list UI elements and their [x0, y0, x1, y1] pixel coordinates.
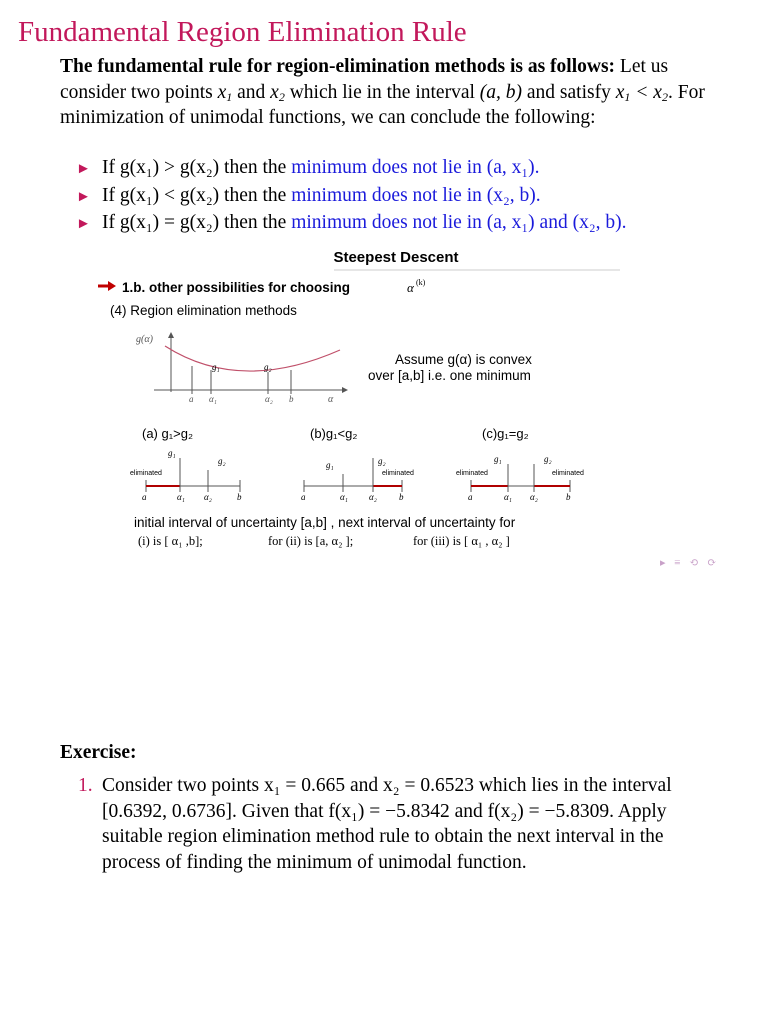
slide-title: Fundamental Region Elimination Rule	[18, 16, 467, 48]
alpha-k-superscript: (k)	[416, 278, 426, 287]
case-c-diagram	[456, 454, 584, 502]
axis-a: a	[189, 394, 194, 404]
x1-var: $x_1$	[217, 81, 233, 104]
axis-alpha2: α₂	[530, 492, 538, 502]
eliminated-label: eliminated	[130, 470, 162, 477]
axis-b: b	[399, 492, 404, 502]
axis-a: a	[301, 492, 306, 502]
case-a-label: (a) g₁>g₂	[142, 426, 193, 441]
inequality: $x_1 < x_2$	[615, 81, 668, 104]
axis-a: a	[142, 492, 147, 502]
intro-text-4: and satisfy	[522, 81, 616, 103]
exercise-heading: Exercise:	[60, 742, 137, 763]
case-c-label: (c)g₁=g₂	[482, 426, 529, 441]
rule-item	[76, 155, 627, 183]
triangle-bullet-icon: ►	[76, 216, 91, 232]
intro-paragraph	[60, 54, 710, 131]
g1-label: g₁	[212, 362, 220, 372]
intro-text-5: . For minimization of unimodal functions, we can conclude the following:	[60, 81, 705, 128]
triangle-bullet-icon: ►	[76, 188, 91, 205]
rule-result: minimum does not lie in (a, x₁).	[291, 157, 540, 178]
rule-result: minimum does not lie in (a, x₁) and (x₂, b).	[291, 212, 627, 233]
rules-list	[76, 155, 627, 238]
rule-condition: If g(x₁) > g(x₂) then the	[102, 157, 292, 178]
g2-label: g₂	[218, 456, 226, 466]
case-b-label: (b)g₁<g₂	[310, 426, 358, 441]
axis-alpha1: α₁	[177, 492, 185, 502]
axis-alpha1: α₁	[504, 492, 512, 502]
g2-label: g₂	[544, 454, 552, 464]
axis-alpha1: α₁	[209, 394, 217, 404]
axis-alpha: α	[328, 394, 334, 405]
exercise-text: Consider two points x₁ = 0.665 and x₂ = 0.6523 which lies in the interval [0.6392, 0.6736]. Given that f(x₁) = −5.8342 and f(x₂) = −5.8309. Apply suitable region elimination method rule to obtain the next interval in the process of finding the minimum of unimodal function.	[102, 775, 672, 873]
figure-subhead: 1.b. other possibilities for choosing	[122, 280, 351, 295]
intro-text-3: which lie in the interval	[284, 81, 480, 103]
convex-curve	[165, 346, 340, 371]
exercise-number: 1.	[78, 775, 93, 796]
rule-item	[76, 210, 627, 238]
eliminated-label: eliminated	[552, 470, 584, 477]
axis-b: b	[237, 492, 242, 502]
assume-line-2: over [a,b] i.e. one minimum	[368, 368, 531, 383]
rule-result: minimum does not lie in (x₂, b).	[291, 184, 541, 206]
rule-item	[76, 183, 627, 211]
axis-alpha1: α₁	[340, 492, 348, 502]
axis-alpha2: α₂	[204, 492, 212, 502]
axis-b: b	[566, 492, 571, 502]
method-label: (4) Region elimination methods	[110, 303, 297, 318]
axis-alpha2: α₂	[369, 492, 377, 502]
case-b-diagram	[301, 456, 414, 502]
g2-label: g₂	[378, 456, 386, 466]
case-a-diagram	[130, 448, 242, 502]
eliminated-label: eliminated	[456, 470, 488, 477]
triangle-bullet-icon: ►	[76, 161, 91, 177]
rule-condition: If g(x₁) < g(x₂) then the	[102, 184, 292, 206]
intro-text-1: Let us consider two points	[60, 56, 669, 103]
region-elimination-figure	[90, 242, 620, 557]
red-arrow-icon	[98, 281, 116, 291]
assume-line-1: Assume g(α) is convex	[395, 352, 532, 367]
figure-caption-2a: (i) is [ α₁ ,b];	[138, 534, 203, 548]
figure-caption-2b: for (ii) is [a, α₂ ];	[268, 534, 354, 548]
g1-label: g₁	[326, 460, 334, 470]
rule-condition: If g(x₁) = g(x₂) then the	[102, 212, 292, 233]
eliminated-label: eliminated	[382, 470, 414, 477]
y-axis-label: g(α)	[136, 334, 153, 345]
axis-a: a	[468, 492, 473, 502]
beamer-nav-icons[interactable]: ▸ ≡ ⟲ ⟳	[660, 557, 720, 569]
x-axis-arrow	[342, 387, 348, 393]
x2-var: $x_2$	[270, 81, 285, 104]
intro-text-2: and	[232, 81, 271, 103]
y-axis-arrow	[168, 332, 174, 338]
figure-caption-2c: for (iii) is [ α₁ , α₂ ]	[413, 534, 510, 548]
alpha-k: α	[407, 280, 414, 295]
interval: (a, b)	[479, 81, 523, 103]
figure-caption-1: initial interval of uncertainty [a,b] , next interval of uncertainty for	[134, 515, 516, 530]
g2-label: g₂	[264, 362, 272, 372]
axis-alpha2: α₂	[265, 394, 273, 404]
g1-label: g₁	[168, 448, 176, 458]
figure-header: Steepest Descent	[333, 249, 459, 266]
exercise-list	[78, 773, 718, 875]
intro-bold: The fundamental rule for region-elimination methods is as follows:	[60, 56, 616, 77]
g1-label: g₁	[494, 454, 502, 464]
axis-b: b	[289, 394, 294, 404]
